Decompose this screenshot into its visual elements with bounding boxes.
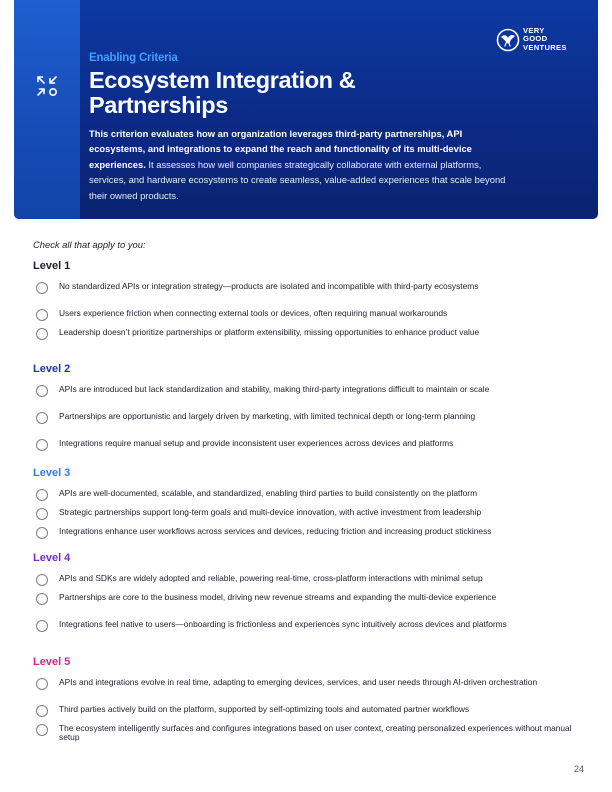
level-section-1	[33, 260, 583, 352]
header-description-rest: It assesses how well companies strategically collaborate with external platforms, services, and hardware ecosystems to create seamless, value-added experiences that scale beyond their owned products.	[89, 158, 506, 201]
brand-logo	[496, 26, 588, 58]
checklist-item-text: APIs and SDKs are widely adopted and reliable, powering real-time, cross-platform interactions with minimal setup	[59, 573, 483, 583]
checklist-item-text: No standardized APIs or integration strategy—products are isolated and incompatible with third-party ecosystems	[59, 281, 479, 291]
checklist-item[interactable]	[33, 486, 583, 504]
level-heading: Level 4	[33, 552, 71, 564]
level-heading: Level 3	[33, 467, 71, 479]
checkbox-circle[interactable]	[36, 489, 48, 501]
checklist-item[interactable]	[33, 590, 583, 616]
checkbox-circle[interactable]	[36, 439, 48, 451]
checklist-item[interactable]	[33, 617, 583, 643]
checkbox-circle[interactable]	[36, 385, 48, 397]
checklist-item-text: Integrations require manual setup and provide inconsistent user experiences across devices and platforms	[59, 438, 454, 448]
checklist-item[interactable]	[33, 721, 583, 747]
checklist-item[interactable]	[33, 436, 583, 454]
checkbox-circle[interactable]	[36, 328, 48, 340]
checklist-item-text: Integrations enhance user workflows across services and devices, reducing friction and increasing product stickiness	[59, 526, 492, 536]
header-description-bold: This criterion evaluates how an organization leverages third-party partnerships, API ecosystems, and integrations to expand the reach and functionality of its multi-device experiences.	[89, 128, 472, 170]
checkbox-circle[interactable]	[36, 574, 48, 586]
checkbox-circle[interactable]	[36, 678, 48, 690]
checklist-item-text: Partnerships are opportunistic and largely driven by marketing, with limited technical depth or long-term planning	[59, 411, 476, 421]
checkbox-circle[interactable]	[36, 282, 48, 294]
level-heading: Level 2	[33, 363, 71, 375]
brand-line-2: GOOD	[523, 34, 548, 44]
level-heading: Level 5	[33, 656, 71, 668]
checklist-item-text: Leadership doesn’t prioritize partnerships or platform extensibility, missing opportunities to enhance product value	[59, 327, 480, 337]
checklist-item[interactable]	[33, 702, 583, 720]
header-banner	[14, 0, 598, 219]
checklist-item-text: APIs and integrations evolve in real time, adapting to emerging devices, services, and user needs through AI-driven orchestration	[59, 677, 538, 687]
header-accent-strip	[14, 0, 80, 219]
level-section-2	[33, 363, 583, 455]
checklist-item[interactable]	[33, 279, 583, 305]
checklist-item-text: Users experience friction when connecting external tools or devices, often requiring manual workarounds	[59, 308, 448, 318]
checklist-item[interactable]	[33, 505, 583, 523]
checkbox-circle[interactable]	[36, 705, 48, 717]
arrows-in-out-icon	[33, 72, 61, 100]
bird-logo-icon	[496, 28, 520, 52]
checkbox-circle[interactable]	[36, 527, 48, 539]
checkbox-circle[interactable]	[36, 412, 48, 424]
level-heading: Level 1	[33, 260, 71, 272]
brand-wordmark	[523, 27, 567, 52]
checklist-item[interactable]	[33, 409, 583, 435]
checklist-item-text: APIs are well-documented, scalable, and standardized, enabling third parties to build consistently on the platform	[59, 488, 478, 498]
checklist-item-text: Partnerships are core to the business model, driving new revenue streams and expanding the multi-device experience	[59, 592, 497, 602]
brand-line-3: VENTURES	[523, 42, 567, 52]
checklist-item-text: The ecosystem intelligently surfaces and configures integrations based on user context, creating personalized experiences without manual setup	[59, 723, 572, 743]
checklist-item[interactable]	[33, 571, 583, 589]
checkbox-circle[interactable]	[36, 309, 48, 321]
checkbox-circle[interactable]	[36, 724, 48, 736]
header-description	[89, 126, 519, 203]
page-number: 24	[574, 764, 585, 774]
checklist-item-text: APIs are introduced but lack standardization and stability, making third-party integrations difficult to maintain or scale	[59, 384, 490, 394]
checklist-item[interactable]	[33, 325, 583, 351]
level-section-3	[33, 467, 583, 543]
level-section-4	[33, 552, 583, 644]
checkbox-circle[interactable]	[36, 593, 48, 605]
instruction-text: Check all that apply to you:	[33, 239, 146, 250]
page-title: Ecosystem Integration & Partnerships	[89, 67, 356, 118]
header-eyebrow: Enabling Criteria	[89, 52, 178, 64]
checklist-item[interactable]	[33, 306, 583, 324]
checklist-item[interactable]	[33, 524, 583, 542]
checklist-item[interactable]	[33, 675, 583, 701]
checklist-item-text: Integrations feel native to users—onboarding is frictionless and experiences sync intuitively across devices and platforms	[59, 619, 507, 629]
level-section-5	[33, 656, 583, 748]
checkbox-circle[interactable]	[36, 620, 48, 632]
checklist-item-text: Strategic partnerships support long-term goals and multi-device innovation, with active investment from leadership	[59, 507, 482, 517]
brand-line-1: VERY	[523, 26, 545, 35]
checklist-item-text: Third parties actively build on the platform, supported by self-optimizing tools and automated partner workflows	[59, 704, 470, 714]
checklist-item[interactable]	[33, 382, 583, 408]
checkbox-circle[interactable]	[36, 508, 48, 520]
